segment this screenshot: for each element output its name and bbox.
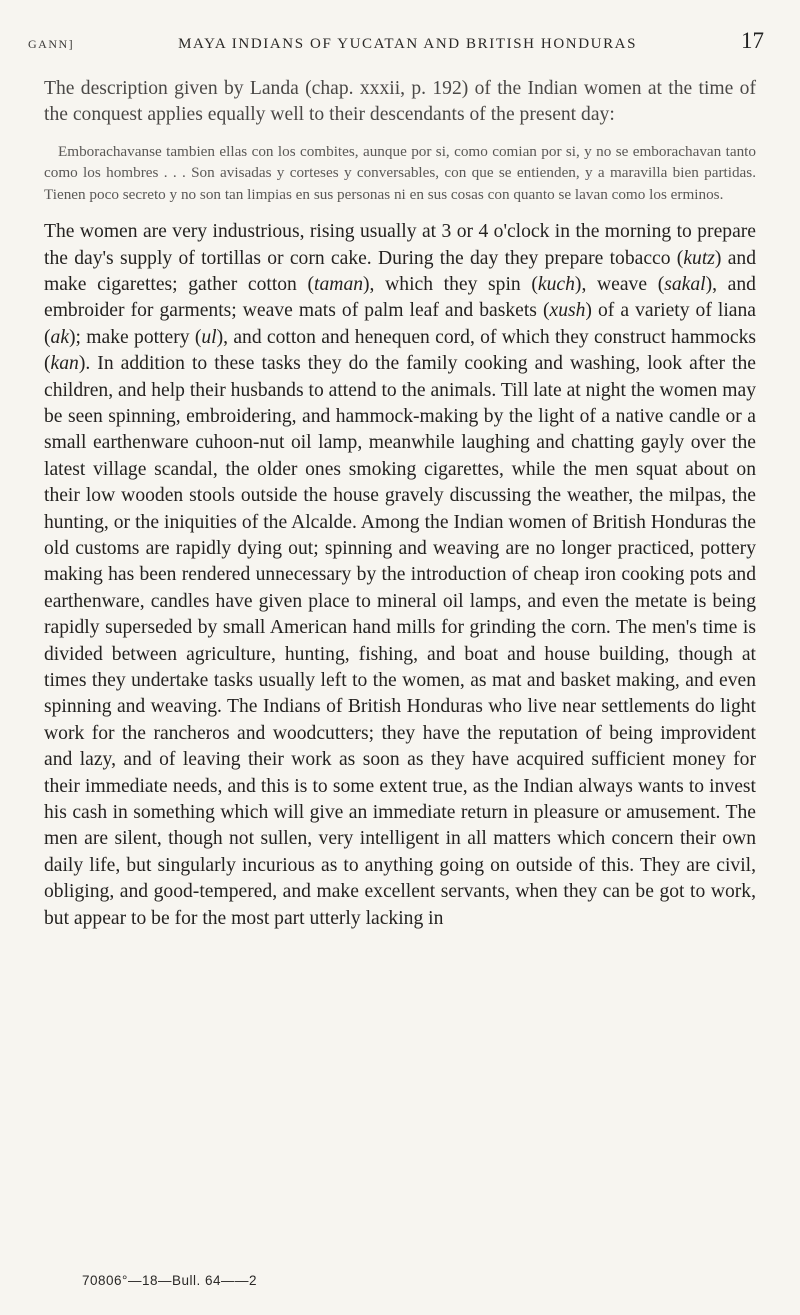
- maya-term-ul: ul: [201, 326, 217, 348]
- running-author: GANN]: [28, 37, 75, 51]
- maya-term-xush: xush: [549, 300, 586, 322]
- body-paragraph: [44, 219, 756, 932]
- body-text-segment: ), and cotton and henequen cord, of which they construct hammocks (: [44, 326, 757, 375]
- maya-term-sakal: sakal: [664, 273, 706, 295]
- maya-term-kutz: kutz: [683, 247, 715, 269]
- page-content: [44, 76, 756, 932]
- block-quote: Emborachavanse tambien ellas con los combites, aunque por si, como comian por si, y no se emborachavan tanto como los hombres . . . Son avisadas y corteses y conversables, con que se entienden, y a maravilla bien partidas. Tienen poco secreto y no son tan limpias en sus personas ni en sus cosas con quanto se lavan como los erminos.: [44, 142, 756, 203]
- maya-term-ak: ak: [50, 326, 70, 348]
- body-text-segment: ), weave (: [574, 273, 665, 295]
- body-text-segment: ), which they spin (: [363, 273, 538, 295]
- print-signature: 70806°—18—Bull. 64——2: [82, 1273, 257, 1288]
- body-text-segment: The women are very industrious, rising usually at 3 or 4 o'clock in the morning to prepare the day's supply of tortillas or corn cake. During the day they prepare tobacco (: [44, 221, 756, 269]
- body-text-segment: ); make pottery (: [69, 326, 202, 348]
- body-text-segment: ), and embroider for garments; weave mats of palm leaf and baskets (: [44, 273, 756, 322]
- maya-term-kuch: kuch: [537, 273, 575, 295]
- maya-term-taman: taman: [314, 273, 364, 295]
- running-title: MAYA INDIANS OF YUCATAN AND BRITISH HONDURAS: [178, 36, 638, 52]
- page-number: 17: [740, 28, 764, 53]
- running-header: [28, 28, 764, 58]
- body-text-segment: ) and make cigarettes; gather cotton (: [44, 247, 757, 295]
- maya-term-kan: kan: [50, 353, 79, 375]
- intro-paragraph: The description given by Landa (chap. xxxii, p. 192) of the Indian women at the time of the conquest applies equally well to their descendants of the present day:: [44, 78, 756, 126]
- body-text-segment: ) of a variety of liana (: [44, 300, 756, 348]
- body-text-segment: ). In addition to these tasks they do the family cooking and washing, look after the children, and help their husbands to attend to the animals. Till late at night the women may be seen spinning, embroidering, and hammock-making by the light of a native candle or a small earthenware cuhoon-nut oil lamp, meanwhile laughing and chatting gayly over the latest village scandal, the older ones smoking cigarettes, while the men squat about on their low wooden stools outside the house gravely discussing the weather, the milpas, the hunting, or the iniquities of the Alcalde. Among the Indian women of British Honduras the old customs are rapidly dying out; spinning and weaving are no longer practiced, pottery making has been rendered unnecessary by the introduction of cheap iron cooking pots and earthenware, candles have given place to mineral oil lamps, and even the metate is being rapidly superseded by small American hand mills for grinding the corn. The men's time is divided between agriculture, hunting, fishing, and boat and house building, though at times they undertake tasks usually left to the women, as mat and basket making, and even spinning and weaving. The Indians of British Honduras who live near settlements do light work for the rancheros and woodcutters; they have the reputation of being improvident and lazy, and of leaving their work as soon as they have acquired sufficient money for their immediate needs, and this is to some extent true, as the Indian always wants to invest his cash in something which will give an immediate return in pleasure or amusement. The men are silent, though not sullen, very intelligent in all matters which concern their own daily life, but singularly incurious as to anything going on outside of this. They are civil, obliging, and good-tempered, and make excellent servants, when they can be got to work, but appear to be for the most part utterly lacking in: [44, 353, 756, 929]
